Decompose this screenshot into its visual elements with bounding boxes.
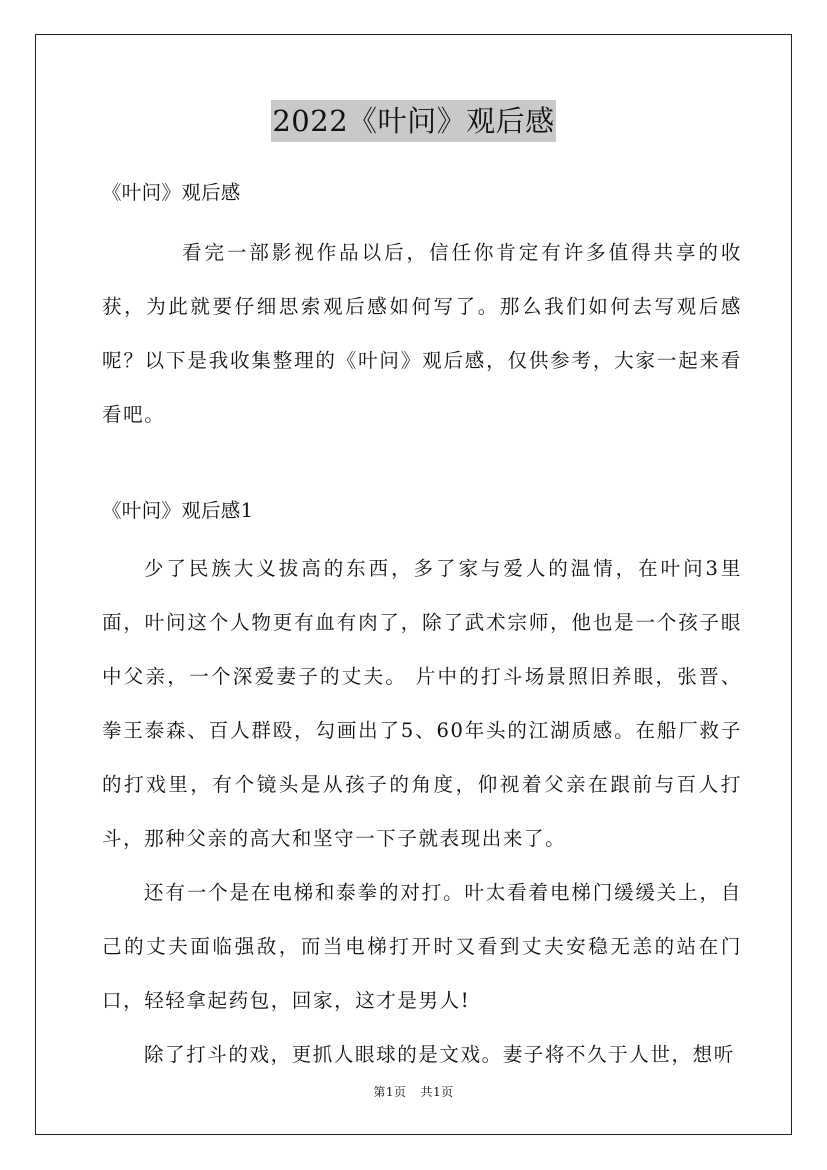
page-total: 共1页 (420, 1085, 454, 1099)
body-paragraph-1: 少了民族大义拔高的东西，多了家与爱人的温情，在叶问3里面，叶问这个人物更有血有肉了，除了武术宗师，他也是一个孩子眼中父亲，一个深爱妻子的丈夫。 片中的打斗场景照旧养眼，张晋、拳王泰森、百人群殴，勾画出了5、60年头的江湖质感。在船厂救子的打戏里，有个镜头是从孩子的角度，仰视着父亲在跟前与百人打斗，那种父亲的高大和坚守一下子就表现出来了。 (102, 557, 742, 850)
page-number: 第1页 (373, 1085, 407, 1099)
section-spacer (102, 442, 742, 480)
section-heading-intro: 《叶问》观后感 (102, 181, 241, 204)
body-paragraph-2: 还有一个是在电梯和泰拳的对打。叶太看着电梯门缓缓关上，自己的丈夫面临强敌，而当电梯打开时又看到丈夫安稳无恙的站在门口，轻轻拿起药包，回家，这才是男人! (102, 881, 742, 1012)
document-body (102, 170, 742, 1082)
body-paragraph-3: 除了打斗的戏，更抓人眼球的是文戏。妻子将不久于人世，想听 (144, 1043, 735, 1066)
document-title: 2022《叶问》观后感 (271, 100, 555, 142)
page-footer (0, 1083, 827, 1100)
intro-paragraph: 看完一部影视作品以后，信任你肯定有许多值得共享的收获，为此就要仔细思索观后感如何写了。那么我们如何去写观后感呢？以下是我收集整理的《叶问》观后感，仅供参考，大家一起来看看吧。 (102, 241, 742, 426)
section-heading-review-1: 《叶问》观后感1 (102, 499, 254, 522)
title-container (0, 100, 827, 142)
